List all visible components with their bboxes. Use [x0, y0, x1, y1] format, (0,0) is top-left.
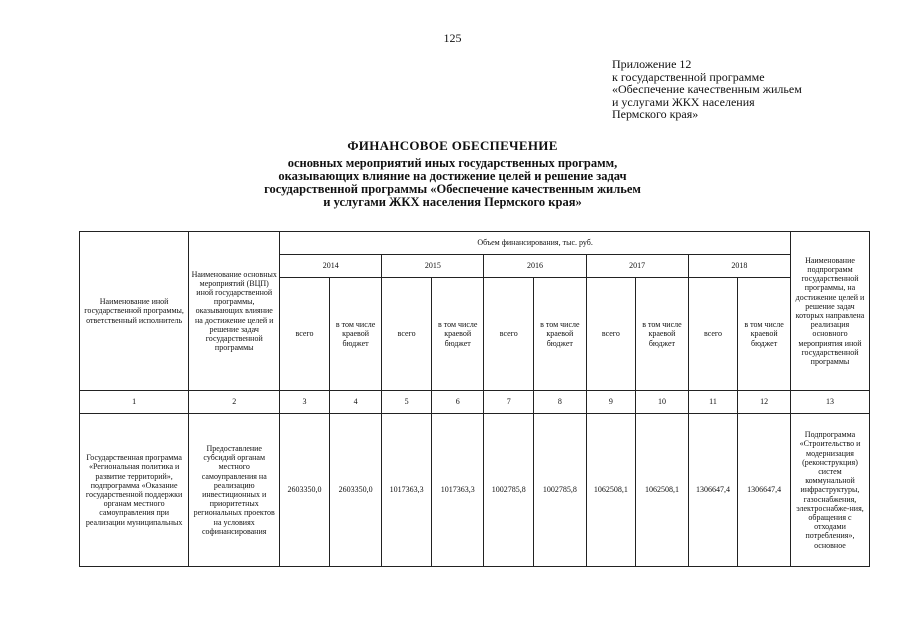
value-2017-total: 1062508,1	[586, 414, 636, 567]
column-number: 12	[738, 391, 791, 414]
subtitle-line: оказывающих влияние на достижение целей и решение задач	[278, 169, 627, 183]
column-number: 9	[586, 391, 636, 414]
header-year-2015: 2015	[382, 255, 484, 278]
value-2018-regional: 1306647,4	[738, 414, 791, 567]
subtitle-line: основных мероприятий иных государственных программ,	[287, 156, 618, 170]
document-title: ФИНАНСОВОЕ ОБЕСПЕЧЕНИЕ	[347, 138, 558, 153]
header-main-activities: Наименование основных мероприятий (ВЦП) иной государственной программы, оказывающих влияние на достижение целей и решение задач государственной программы	[189, 232, 280, 391]
financing-table	[79, 231, 870, 567]
column-number: 7	[484, 391, 534, 414]
header-total: всего	[484, 278, 534, 391]
column-number: 10	[636, 391, 689, 414]
column-number: 5	[382, 391, 432, 414]
appendix-line: и услугами ЖКХ населения	[612, 94, 755, 109]
header-subprograms: Наименование подпрограмм государственной программы, на достижение целей и решение задач которых направлена реализация основного мероприятия иной государственной программы	[790, 232, 869, 391]
header-regional-budget: в том числе краевой бюджет	[738, 278, 791, 391]
header-year-2016: 2016	[484, 255, 586, 278]
appendix-line: «Обеспечение качественным жильем	[612, 82, 802, 96]
header-total: всего	[280, 278, 330, 391]
column-number: 2	[189, 391, 280, 414]
appendix-note	[612, 58, 872, 121]
header-regional-budget: в том числе краевой бюджет	[534, 278, 587, 391]
column-number: 13	[790, 391, 869, 414]
value-2014-regional: 2603350,0	[329, 414, 382, 567]
document-subtitle	[0, 157, 905, 209]
header-year-2014: 2014	[280, 255, 382, 278]
column-number: 8	[534, 391, 587, 414]
header-year-2017: 2017	[586, 255, 688, 278]
row-program-executor: Государственная программа «Региональная политика и развитие территорий», подпрограмма «Оказание государственной поддержки органам местного самоуправления при реализации муниципальных	[80, 414, 189, 567]
header-total: всего	[688, 278, 738, 391]
appendix-line: Пермского края»	[612, 107, 699, 121]
table-row	[80, 414, 870, 567]
column-number: 11	[688, 391, 738, 414]
value-2016-regional: 1002785,8	[534, 414, 587, 567]
column-number: 3	[280, 391, 330, 414]
row-subprogram: Подпрограмма «Строительство и модернизация (реконструкция) систем коммунальной инфраструктуры, газоснабжения, электроснабже-ния, обращения с отходами потребления», основное	[790, 414, 869, 567]
header-year-2018: 2018	[688, 255, 790, 278]
header-program-executor: Наименование иной государственной программы, ответственный исполнитель	[80, 232, 189, 391]
appendix-line: к государственной программе	[612, 69, 765, 84]
header-total: всего	[586, 278, 636, 391]
header-funding-volume: Объем финансирования, тыс. руб.	[280, 232, 791, 255]
header-regional-budget: в том числе краевой бюджет	[431, 278, 484, 391]
page-number: 125	[443, 31, 462, 45]
column-number: 1	[80, 391, 189, 414]
header-regional-budget: в том числе краевой бюджет	[329, 278, 382, 391]
value-2014-total: 2603350,0	[280, 414, 330, 567]
column-number: 4	[329, 391, 382, 414]
row-main-activity: Предоставление субсидий органам местного самоуправления на реализацию инвестиционных и приоритетных региональных проектов на условиях софинансирования	[189, 414, 280, 567]
column-number: 6	[431, 391, 484, 414]
subtitle-line: и услугами ЖКХ населения Пермского края»	[323, 195, 582, 209]
value-2015-total: 1017363,3	[382, 414, 432, 567]
value-2015-regional: 1017363,3	[431, 414, 484, 567]
header-total: всего	[382, 278, 432, 391]
header-regional-budget: в том числе краевой бюджет	[636, 278, 689, 391]
subtitle-line: государственной программы «Обеспечение качественным жильем	[264, 182, 641, 196]
appendix-line: Приложение 12	[612, 57, 692, 71]
value-2016-total: 1002785,8	[484, 414, 534, 567]
value-2017-regional: 1062508,1	[636, 414, 689, 567]
value-2018-total: 1306647,4	[688, 414, 738, 567]
